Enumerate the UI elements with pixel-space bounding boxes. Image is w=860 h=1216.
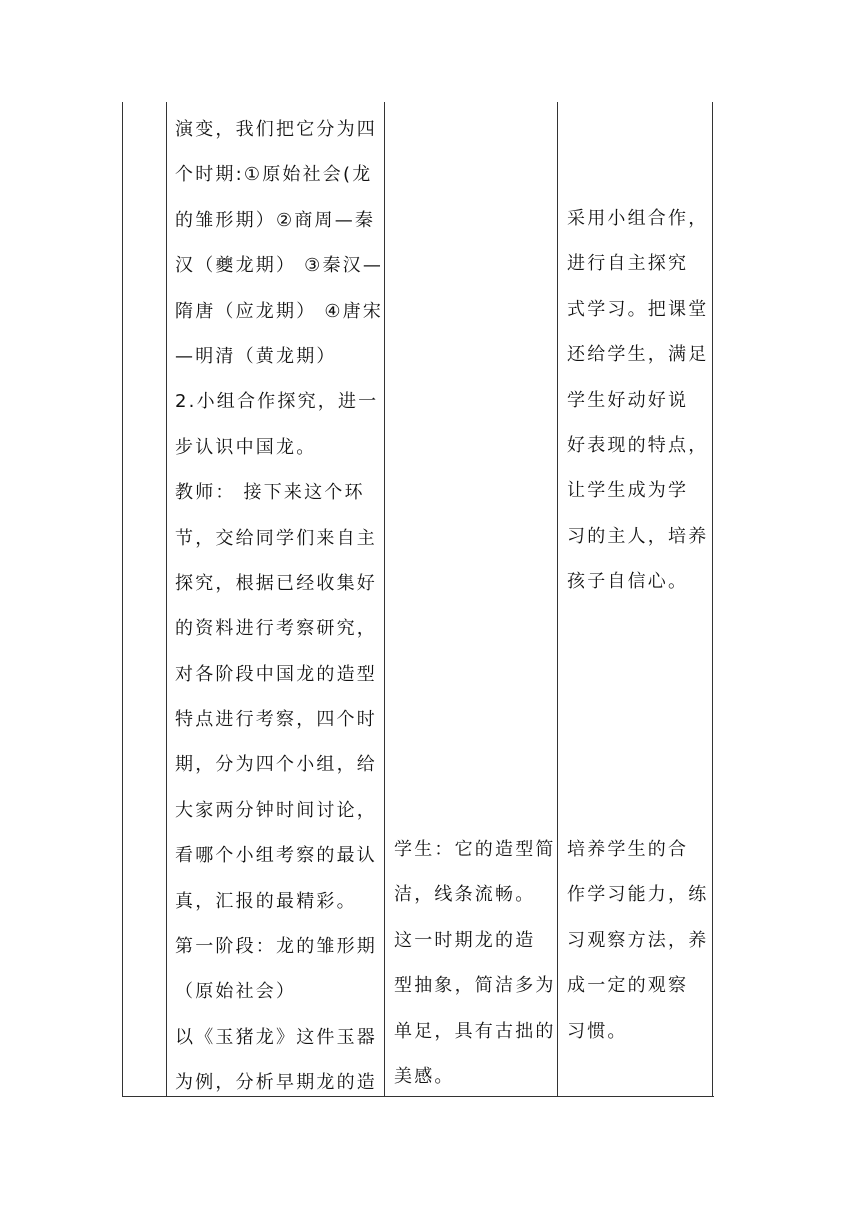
text-line: （原始社会） xyxy=(175,981,297,1003)
text-line: 习的主人，培养 xyxy=(567,525,709,547)
text-line: —明清（黄龙期） xyxy=(175,345,337,367)
text-line: 让学生成为学 xyxy=(567,480,689,502)
column-border xyxy=(712,102,713,1096)
text-line: 为例，分析早期龙的造 xyxy=(175,1072,377,1094)
column-border xyxy=(384,102,385,1096)
text-line: 以《玉猪龙》这件玉器 xyxy=(175,1026,377,1048)
text-line: 第一阶段：龙的雏形期 xyxy=(175,936,377,958)
text-line: 学生好动好说 xyxy=(567,389,689,411)
text-line: 教师： 接下来这个环 xyxy=(175,482,365,504)
text-line: 作学习能力，练 xyxy=(567,884,709,906)
text-line: 进行自主探究 xyxy=(567,253,689,275)
text-line: 真，汇报的最精彩。 xyxy=(175,890,357,912)
student-activity-cell xyxy=(394,827,556,1099)
text-line: 采用小组合作， xyxy=(567,208,709,229)
text-line: 习惯。 xyxy=(567,1020,628,1042)
text-line: 还给学生，满足 xyxy=(567,344,709,366)
text-line: 演变，我们把它分为四 xyxy=(175,119,377,140)
text-line: 2.小组合作探究，进一 xyxy=(175,391,379,413)
design-intent-cell xyxy=(567,196,708,605)
text-line: 特点进行考察，四个时 xyxy=(175,709,377,731)
teaching-content-cell xyxy=(175,107,383,1106)
text-line: 美感。 xyxy=(394,1065,455,1087)
text-line: 个时期:①原始社会(龙 xyxy=(175,164,373,186)
column-border xyxy=(166,102,167,1096)
text-line: 型抽象，简洁多为 xyxy=(394,975,556,997)
text-line: 好表现的特点， xyxy=(567,434,709,456)
text-line: 的资料进行考察研究， xyxy=(175,618,377,640)
text-line: 这一时期龙的造 xyxy=(394,929,536,951)
text-line: 的雏形期）②商周—秦 xyxy=(175,209,376,231)
text-line: 对各阶段中国龙的造型 xyxy=(175,663,377,685)
text-line: 培养学生的合 xyxy=(567,839,689,860)
text-line: 期，分为四个小组，给 xyxy=(175,754,377,776)
text-line: 看哪个小组考察的最认 xyxy=(175,845,377,867)
text-line: 大家两分钟时间讨论， xyxy=(175,799,377,821)
text-line: 学生：它的造型简 xyxy=(394,839,556,860)
text-line: 成一定的观察 xyxy=(567,975,689,997)
text-line: 孩子自信心。 xyxy=(567,571,689,593)
text-line: 单足，具有古拙的 xyxy=(394,1020,556,1042)
design-intent-cell xyxy=(567,827,708,1054)
column-border xyxy=(122,102,123,1096)
text-line: 节，交给同学们来自主 xyxy=(175,527,377,549)
text-line: 洁，线条流畅。 xyxy=(394,884,536,906)
column-border xyxy=(557,102,558,1096)
text-line: 汉（夔龙期） ③秦汉— xyxy=(175,255,384,277)
text-line: 隋唐（应龙期） ④唐宋 xyxy=(175,300,384,322)
text-line: 式学习。把课堂 xyxy=(567,298,709,320)
text-line: 习观察方法，养 xyxy=(567,929,709,951)
text-line: 探究，根据已经收集好 xyxy=(175,572,377,594)
text-line: 步认识中国龙。 xyxy=(175,436,317,458)
